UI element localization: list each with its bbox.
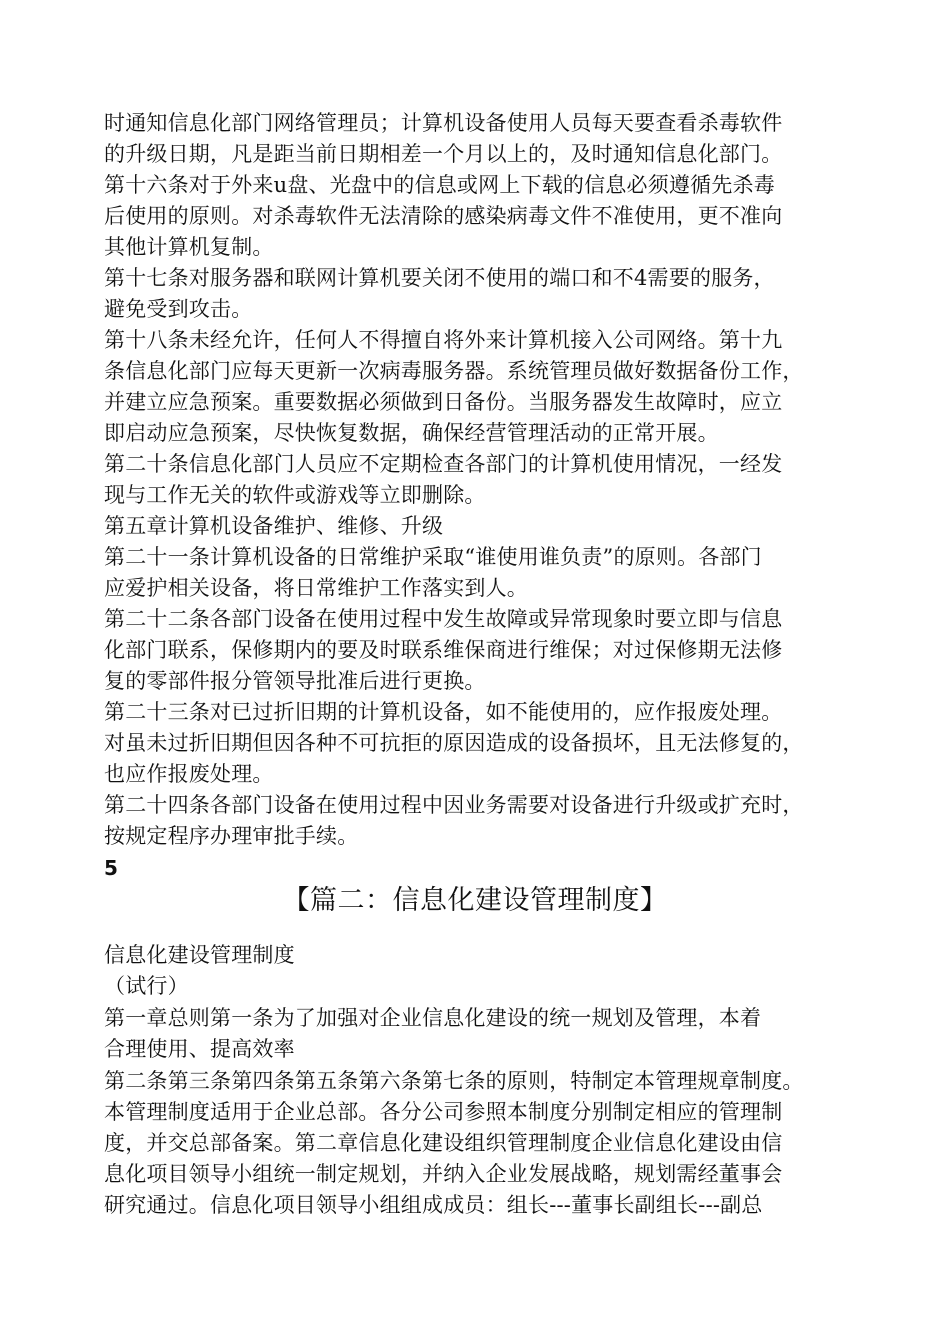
text-line: 后使用的原则。对杀毒软件无法清除的感染病毒文件不准使用，更不准向	[104, 204, 783, 228]
document-title-line: 信息化建设管理制度	[104, 943, 295, 967]
text-line: 并建立应急预案。重要数据必须做到日备份。当服务器发生故障时，应立	[104, 390, 783, 414]
text-line: 第二十条信息化部门人员应不定期检查各部门的计算机使用情况，一经发	[104, 452, 783, 476]
text-line: 第十八条未经允许，任何人不得擅自将外来计算机接入公司网络。第十九	[104, 328, 783, 352]
text-line: 应爱护相关设备，将日常维护工作落实到人。	[104, 576, 528, 600]
text-line: 第二十一条计算机设备的日常维护采取“谁使用谁负责”的原则。各部门	[104, 545, 762, 569]
text-line: 对虽未过折旧期但因各种不可抗拒的原因造成的设备损坏，且无法修复的，	[104, 731, 804, 755]
text-line: 第十六条对于外来u盘、光盘中的信息或网上下载的信息必须遵循先杀毒	[104, 173, 775, 197]
text-line: 即启动应急预案，尽快恢复数据，确保经营管理活动的正常开展。	[104, 421, 719, 445]
chapter-heading-line: 第五章计算机设备维护、维修、升级	[104, 514, 444, 538]
text-line: 的升级日期，凡是距当前日期相差一个月以上的，及时通知信息化部门。	[104, 142, 783, 166]
text-line: 息化项目领导小组统一制定规划，并纳入企业发展战略，规划需经董事会	[104, 1162, 783, 1186]
text-line: 其他计算机复制。	[104, 235, 274, 259]
text-line: 第二十二条各部门设备在使用过程中发生故障或异常现象时要立即与信息	[104, 607, 783, 631]
text-line: 第二十三条对已过折旧期的计算机设备，如不能使用的，应作报废处理。	[104, 700, 783, 724]
text-line: 时通知信息化部门网络管理员；计算机设备使用人员每天要查看杀毒软件	[104, 111, 783, 135]
text-line: 研究通过。信息化项目领导小组组成成员：组长---董事长副组长---副总	[104, 1193, 763, 1217]
text-line: 条信息化部门应每天更新一次病毒服务器。系统管理员做好数据备份工作，	[104, 359, 804, 383]
text-line: 合理使用、提高效率	[104, 1037, 295, 1061]
text-line: 复的零部件报分管领导批准后进行更换。	[104, 669, 486, 693]
section-heading: 【篇二：信息化建设管理制度】	[282, 885, 668, 916]
text-line: 现与工作无关的软件或游戏等立即删除。	[104, 483, 486, 507]
text-line: 本管理制度适用于企业总部。各分公司参照本制度分别制定相应的管理制	[104, 1100, 783, 1124]
text-line: 第二条第三条第四条第五条第六条第七条的原则，特制定本管理规章制度。	[104, 1069, 804, 1093]
page-number: 5	[104, 856, 118, 880]
text-line: 第二十四条各部门设备在使用过程中因业务需要对设备进行升级或扩充时，	[104, 793, 804, 817]
text-line: 化部门联系，保修期内的要及时联系维保商进行维保；对过保修期无法修	[104, 638, 783, 662]
text-line: （试行）	[104, 974, 189, 998]
text-line: 避免受到攻击。	[104, 297, 253, 321]
text-line: 第一章总则第一条为了加强对企业信息化建设的统一规划及管理，本着	[104, 1006, 762, 1030]
text-line: 也应作报废处理。	[104, 762, 274, 786]
text-line: 第十七条对服务器和联网计算机要关闭不使用的端口和不4需要的服务，	[104, 266, 775, 290]
text-line: 度，并交总部备案。第二章信息化建设组织管理制度企业信息化建设由信	[104, 1131, 783, 1155]
text-line: 按规定程序办理审批手续。	[104, 824, 359, 848]
